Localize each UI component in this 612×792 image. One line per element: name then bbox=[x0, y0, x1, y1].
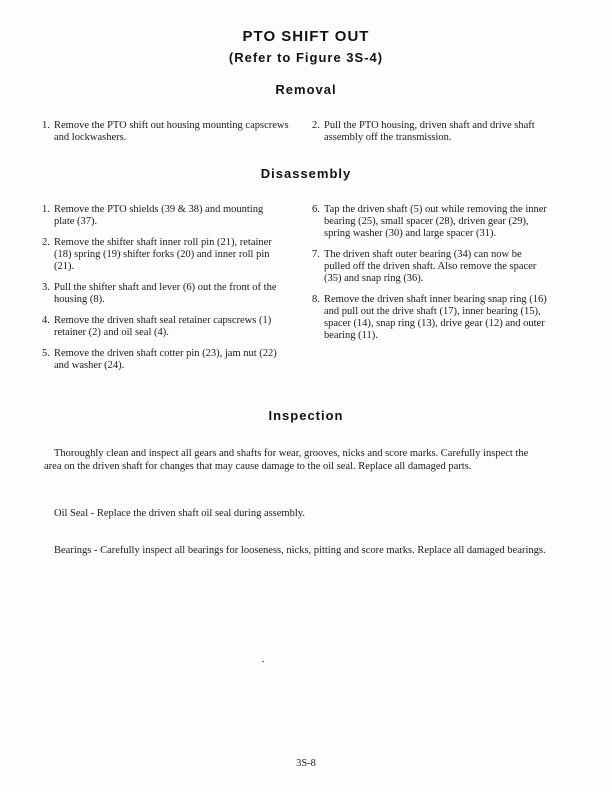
step-text: Remove the PTO shift out housing mounting capscrews and lockwashers. bbox=[54, 120, 289, 143]
disassembly-right-list bbox=[312, 204, 548, 351]
list-item bbox=[312, 204, 548, 240]
step-number: 4. bbox=[42, 315, 50, 326]
step-text: Remove the driven shaft cotter pin (23), jam nut (22) and washer (24). bbox=[54, 348, 277, 371]
list-item bbox=[42, 348, 278, 372]
step-text: Tap the driven shaft (5) out while removing the inner bearing (25), small spacer (28), driven gear (29), spring washer (30) and large spacer (31). bbox=[324, 204, 547, 239]
inspection-heading: Inspection bbox=[268, 408, 344, 423]
paragraph-text: Thoroughly clean and inspect all gears and shafts for wear, grooves, nicks and score marks. Carefully inspect the area on the driven shaft for changes that may cause damage to the oil seal. Replace all damaged parts. bbox=[44, 448, 529, 472]
step-text: Remove the driven shaft seal retainer capscrews (1) retainer (2) and oil seal (4). bbox=[54, 315, 272, 338]
step-number: 3. bbox=[42, 282, 50, 293]
removal-heading: Removal bbox=[275, 82, 337, 97]
step-number: 1. bbox=[42, 204, 50, 215]
disassembly-left-list bbox=[42, 204, 278, 381]
step-number: 5. bbox=[42, 348, 50, 359]
step-number: 8. bbox=[312, 294, 320, 305]
list-item bbox=[312, 294, 548, 342]
step-number: 6. bbox=[312, 204, 320, 215]
removal-right-list bbox=[312, 120, 548, 153]
paragraph-text: Bearings - Carefully inspect all bearings for looseness, nicks, pitting and score marks. Replace all damaged bearings. bbox=[54, 545, 546, 556]
list-item bbox=[42, 315, 278, 339]
step-text: Pull the PTO housing, driven shaft and drive shaft assembly off the transmission. bbox=[324, 120, 535, 143]
list-item bbox=[42, 282, 278, 306]
list-item bbox=[42, 204, 278, 228]
inspection-paragraph bbox=[44, 448, 548, 473]
list-item bbox=[312, 120, 548, 144]
step-text: Pull the shifter shaft and lever (6) out the front of the housing (8). bbox=[54, 282, 277, 305]
scan-speck bbox=[262, 661, 264, 662]
page-number: 3S-8 bbox=[296, 758, 316, 769]
oil-seal-paragraph bbox=[44, 508, 548, 521]
step-text: Remove the PTO shields (39 & 38) and mounting plate (37). bbox=[54, 204, 264, 227]
bearings-paragraph bbox=[44, 545, 548, 558]
page-title: PTO SHIFT OUT bbox=[242, 28, 370, 45]
removal-left-list bbox=[42, 120, 292, 153]
step-text: Remove the shifter shaft inner roll pin (21), retainer (18) spring (19) shifter forks (20) and inner roll pin (21). bbox=[54, 237, 272, 272]
figure-reference: (Refer to Figure 3S-4) bbox=[228, 50, 384, 65]
step-number: 2. bbox=[312, 120, 320, 131]
step-number: 2. bbox=[42, 237, 50, 248]
step-text: The driven shaft outer bearing (34) can now be pulled off the driven shaft. Also remove the spacer (35) and snap ring (36). bbox=[324, 249, 537, 284]
paragraph-text: Oil Seal - Replace the driven shaft oil seal during assembly. bbox=[54, 508, 305, 519]
disassembly-heading: Disassembly bbox=[260, 166, 352, 181]
step-number: 7. bbox=[312, 249, 320, 260]
list-item bbox=[42, 120, 292, 144]
step-number: 1. bbox=[42, 120, 50, 131]
step-text: Remove the driven shaft inner bearing snap ring (16) and pull out the drive shaft (17), inner bearing (15), spacer (14), snap ring (13), drive gear (12) and outer bearing (11). bbox=[324, 294, 547, 341]
list-item bbox=[312, 249, 548, 285]
list-item bbox=[42, 237, 278, 273]
